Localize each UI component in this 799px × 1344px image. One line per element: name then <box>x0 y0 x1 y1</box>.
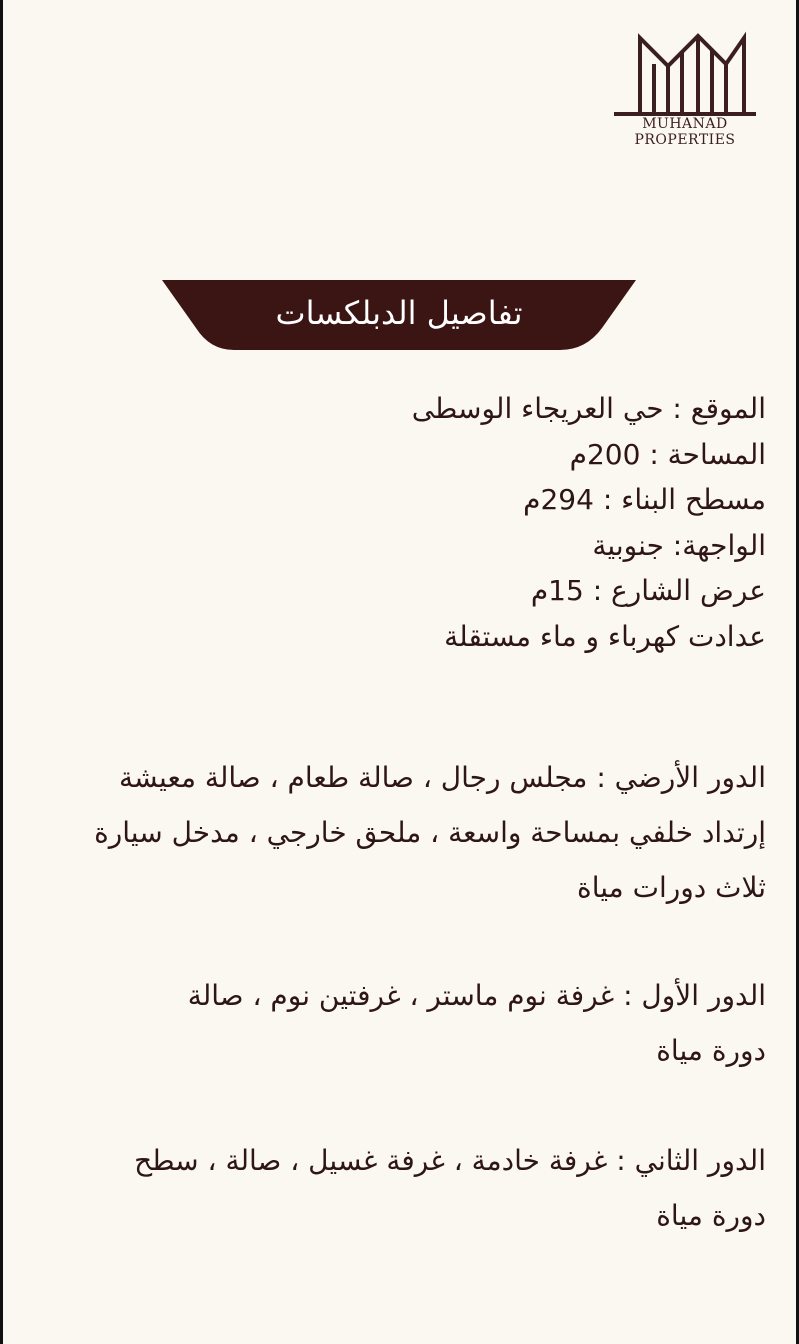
spec-area: المساحة : 200م <box>569 437 766 471</box>
first-floor-section <box>36 968 766 1078</box>
second-floor-line: الدور الثاني : غرفة خادمة ، غرفة غسيل ، صالة ، سطح <box>134 1144 766 1177</box>
brand-logo <box>610 30 760 148</box>
brand-name-line1: MUHANAD <box>642 116 728 132</box>
second-floor-line: دورة مياة <box>656 1199 766 1232</box>
title-banner <box>162 280 636 350</box>
spec-location: الموقع : حي العريجاء الوسطى <box>411 392 766 425</box>
banner-title: تفاصيل الدبلكسات <box>275 294 523 332</box>
first-floor-line: الدور الأول : غرفة نوم ماستر ، غرفتين نوم ، صالة <box>187 979 766 1012</box>
first-floor-line: دورة مياة <box>656 1034 766 1067</box>
property-specs <box>36 386 766 659</box>
spec-building-area: مسطح البناء : 294م <box>523 483 766 516</box>
spec-street-width: عرض الشارع : 15م <box>530 574 766 607</box>
second-floor-section <box>36 1133 766 1243</box>
brand-name-line2: PROPERTIES <box>634 132 736 148</box>
ground-floor-line: ثلاث دورات مياة <box>577 871 766 904</box>
ground-floor-line: إرتداد خلفي بمساحة واسعة ، ملحق خارجي ، مدخل سيارة <box>94 816 766 849</box>
spec-facade: الواجهة: جنوبية <box>592 528 766 562</box>
ground-floor-section <box>36 750 766 915</box>
spec-meters: عدادت كهرباء و ماء مستقلة <box>444 619 766 653</box>
building-logo-icon <box>612 30 758 116</box>
ground-floor-line: الدور الأرضي : مجلس رجال ، صالة طعام ، صالة معيشة <box>119 761 766 794</box>
